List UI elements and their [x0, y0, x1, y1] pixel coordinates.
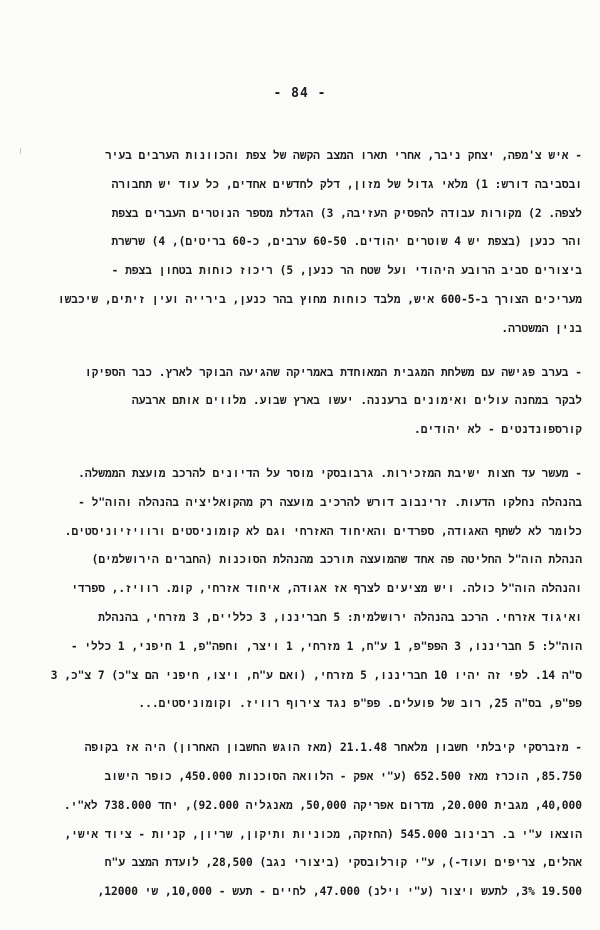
text-line: - איש צ'מפה, יצחק ניבר, אחרי תארו המצב הקשה של צפת והכוונות הערבים בעיר: [104, 149, 582, 162]
text-line: אהלים, צריפים ועוד-), ע"י קורלובסקי (ביצורי נגב) 28,500, לועדת המצב ע"ח: [104, 856, 582, 870]
text-line: ואיגוד אזרחי. הרכב בהנהלה ירושלמית: 5 חבריננו, 3 כלליים, 3 מזרחי, בהנהלת: [98, 610, 582, 624]
text-line: - בערב פגישה עם משלחת המגבית המאוחדת באמריקה שהגיעה הבוקר לארץ. כבר הספיקו: [84, 365, 582, 379]
text-line: 40,000, מגבית 20.000, מדרום אפריקה 50,000, מאנגליה 92.000), יחד 738.000 לא"י.: [63, 798, 582, 812]
margin-mark: [20, 148, 24, 154]
text-line: ס"ה 14. לפי זה יהיו 10 חבריננו, 5 מזרחי, (ואם ע"ח, ויצו, חיפני הם צ"כ) 7 צ"כ, 3: [50, 668, 582, 682]
text-line: מעריכים הצורך ב-600-5 איש, מלבד כוחות מחוץ בהר כנען, בירייה ועין זיתים, שיכבשו: [57, 292, 582, 306]
text-line: ביצורים סביב הרובע היהודי ועל שטח הר כנען, 5) ריכוז כוחות בטחון בצפת -: [111, 264, 582, 278]
paragraph-secretariat-meeting: [26, 460, 582, 719]
paragraph-uja-delegation: [26, 359, 582, 445]
text-line: - מעשר עד חצות ישיבת המזכירות. גרבובסקי מוסר על הדיונים להרכב מועצת הממשלה.: [78, 466, 582, 480]
text-line: ובסביבה דורש: 1) מלאי גדול של מזון, דלק לחדשים אחדים, כל עוד יש תחבורה: [111, 177, 582, 191]
text-line: הוצאו ע"י ב. רבינוב 545.000 (החזקה, מכוניות ותיקון, שריון, קניות - ציוד אישי,: [64, 827, 582, 841]
text-line: 19.500 3%, לתעש ויצור (ע"י וילנ) 47.000, לחיים - תעש - 10,000, שי 12000,: [97, 885, 582, 899]
text-line: הוה"ל: 5 חבריננו, 3 הפפ"פ, 1 ע"ח, 1 מזרחי, 1 ויצר, וחפה"פ, 1 חיפני, 1 כללי -: [70, 639, 582, 653]
page-number: - 84 -: [273, 86, 327, 101]
paragraph-financial-report: [26, 734, 582, 907]
text-line: קורספונדנטים - לא יהודים.: [414, 423, 582, 437]
text-line: פפ"פ, בס"ה 25, רוב של פועלים. פפ"פ נגד צירוף רוויז. וקומוניסטים...: [138, 697, 582, 711]
text-line: 85.750, הוכרז מאז 652.500 (ע"י אפק - הלוואה הסוכנות 450.000, כופר הישוב: [104, 769, 582, 783]
document-body: [26, 142, 582, 922]
paragraph-safed: [26, 142, 582, 344]
text-line: בהנהלה נחלקו הדעות. זרינבוב דורש להרכיב מועצה רק מהקואליציה בהנהלה והוה"ל -: [78, 495, 582, 509]
text-line: לצפה. 2) מקורות עבודה להפסיק העזיבה, 3) הגדלת מספר הנוטרים העברים בצפת: [111, 206, 582, 220]
text-line: והר כנען (בצפת יש 4 שוטרים יהודים. 60-50 ערבים, כ-60 בריטים), 4) שרשרת: [111, 235, 582, 249]
text-line: כלומר לא לשתף האגודה, ספרדים והאיחוד האזרחי וגם לא קומוניסטים ורוויזיוניסטים.: [64, 524, 582, 538]
text-line: והנהלה הוה"ל כולה. ויש מציעים לצרף אז אגודה, איחוד אזרחי, קומ. רוויז., ספרדי: [71, 582, 582, 596]
text-line: - מזברסקי קיבלתי חשבון מלאחר 21.1.48 (מאז הוגש החשבון האחרון) היה אז בקופה: [84, 741, 582, 755]
text-line: בנין המשטרה.: [501, 321, 582, 335]
text-line: הנהלת הוה"ל החליטה פה אחד שהמועצה תורכב מהנהלת הסוכנות (החברים הירושלמים): [91, 553, 582, 567]
text-line: לבקר במחנה עולים ואימונים ברעננה. יעשו בארץ שבוע. מלווים אותם ארבעה: [131, 394, 582, 408]
